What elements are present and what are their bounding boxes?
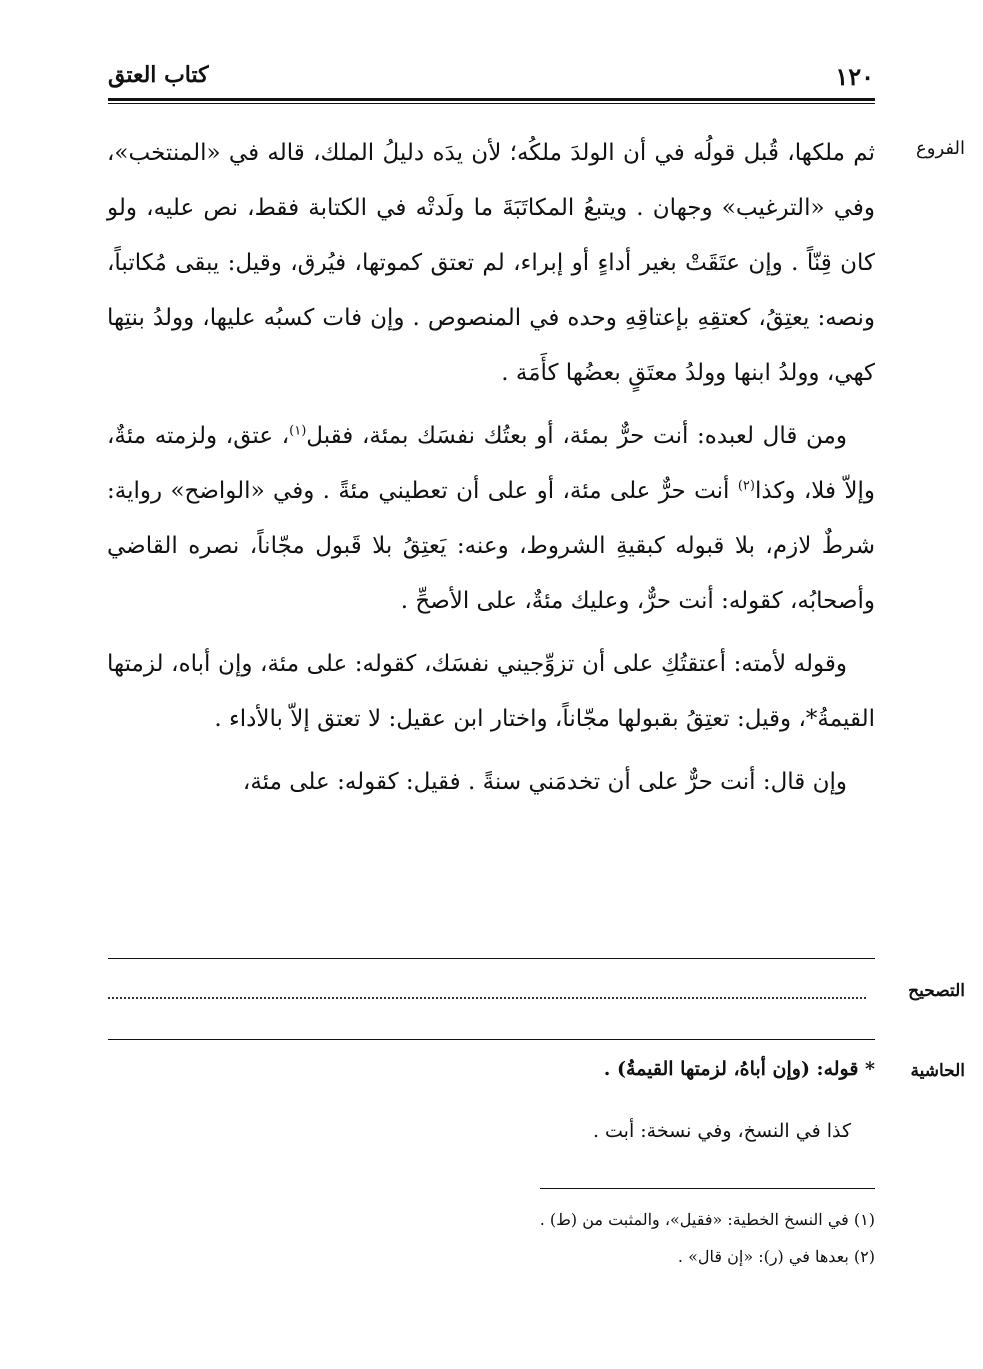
- footnote-1: (١) في النسخ الخطية: «فقيل»، والمثبت من (ط) .: [539, 1210, 875, 1229]
- paragraph-text: ومن قال لعبده: أنت حرٌّ بمئة، أو بعتُك نفسَك بمئة، فقبل: [306, 423, 847, 449]
- footnote-rule: [540, 1188, 875, 1189]
- page-header: [108, 58, 874, 98]
- paragraph-text: وإن قال: أنت حرٌّ على أن تخدمَني سنةً . فقيل: كقوله: على مئة،: [242, 769, 847, 795]
- footnote-marker-1[interactable]: (١): [289, 423, 307, 439]
- section-label-hashiya: الحاشية: [910, 1061, 965, 1081]
- main-paragraph-3: [107, 637, 875, 747]
- header-rule: [108, 98, 875, 101]
- section-label-furu: الفروع: [916, 138, 965, 159]
- hashiya-text: كذا في النسخ، وفي نسخة: أبت .: [592, 1120, 851, 1142]
- separator-rule: [108, 1039, 875, 1040]
- page-number: ١٢٠: [835, 62, 874, 91]
- header-rule-thin: [108, 103, 875, 104]
- paragraph-text: ثم ملكها، قُبل قولُه في أن الولدَ ملكُه؛ لأن يدَه دليلُ الملك، قاله في «المنتخب»، وفي «الترغيب» وجهان . ويتبعُ المكاتَبَةَ ما ولَدتْه في الكتابة فقط، نص عليه، ولو كان قِنّاً . وإن عتَقَتْ بغير أداءٍ أو إبراء، لم تعتق كموتها، فيُرق، وقيل: يبقى مُكاتباً، ونصه: يعتِقُ، كعتقِهِ بإعتاقِهِ وحده في المنصوص . وإن فات كسبُه عليها، وولدُ بنتِها كهي، وولدُ ابنها وولدُ معتَقٍ بعضُها كأَمَة .: [107, 140, 875, 386]
- main-paragraph-1: [107, 126, 875, 401]
- main-text: [107, 126, 875, 818]
- footnote-marker-2[interactable]: (٢): [737, 478, 755, 494]
- main-paragraph-2: [107, 409, 875, 629]
- paragraph-text: أنت حرٌّ على مئة، أو على أن تعطيني مئةً . وفي «الواضح» رواية: شرطٌ لازم، بلا قبوله كبقيةِ الشروط، وعنه: يَعتِقُ بلا قَبول مجّاناً، نصره القاضي وأصحابُه، كقوله: أنت حرٌّ، وعليك مئةٌ، على الأصحِّ .: [107, 478, 875, 614]
- separator-rule: [108, 958, 875, 959]
- tashih-dotted-line: [108, 997, 866, 999]
- paragraph-text: وقوله لأمته: أعتقتُكِ على أن تزوِّجيني نفسَك، كقوله: على مئة، وإن أباه، لزمتها القيمةُ*، وقيل: تعتِقُ بقبولها مجّاناً، واختار ابن عقيل: لا تعتق إلاّ بالأداء .: [107, 651, 875, 732]
- section-label-tashih: التصحيح: [908, 981, 965, 1001]
- hashiya-heading: * قوله: (وإن أباهُ، لزمتها القيمةُ) .: [603, 1058, 875, 1080]
- paragraph-text: ، عتق، ولزمته مئةٌ، وإلاّ فلا، وكذا: [107, 423, 875, 504]
- main-paragraph-4: [107, 755, 875, 810]
- running-title: كتاب العتق: [108, 62, 209, 88]
- footnote-2: (٢) بعدها في (ر): «إن قال» .: [677, 1247, 875, 1266]
